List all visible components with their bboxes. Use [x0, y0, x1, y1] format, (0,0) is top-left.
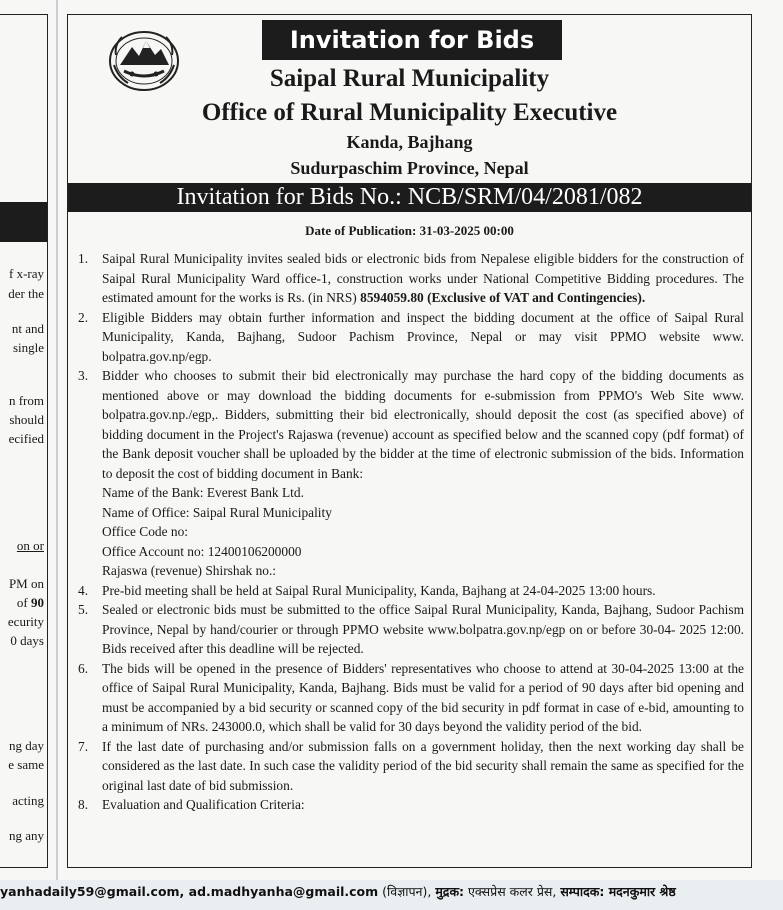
item-text: Evaluation and Qualification Criteria:	[102, 797, 305, 812]
bid-notice	[67, 14, 752, 868]
adjacent-text-fragment: ng day	[8, 738, 44, 753]
item-text: Saipal Rural Municipality invites sealed bids or electronic bids from Nepalese eligible bidders for the construction of Saipal Rural Municipality Ward office-1, construction works under National Competitive Bidding procedures. The estimated amount for the works is Rs. (in NRS)	[102, 251, 744, 305]
item-text: Sealed or electronic bids must be submitted to the office Saipal Rural Municipality, Kanda, Bajhang, Sudoor Pachism Province, Nepal by hand/courier or through PPMO website www.bolpatra.gov.np/egp on or before 30-04- 2025 12:00. Bids received after this deadline will be rejected.	[102, 602, 744, 656]
item-number: 3.	[78, 368, 89, 383]
bank-detail-line: Office Code no:	[102, 524, 189, 539]
notice-item	[78, 659, 744, 737]
notice-item	[78, 366, 744, 483]
adjacent-text-fragment: e same	[8, 757, 44, 772]
adjacent-text-fragment: PM on	[8, 576, 44, 591]
adjacent-text-fragment: should	[9, 412, 44, 427]
adjacent-text-fragment: f x-ray	[8, 266, 44, 281]
notice-badge: Invitation for Bids	[262, 20, 562, 60]
item-text-bold: 8594059.80 (Exclusive of VAT and Contingencies).	[360, 290, 646, 305]
adjacent-text-fragment: nt and	[11, 321, 44, 336]
footer-editor: मदनकुमार श्रेष्ठ	[604, 884, 676, 899]
item-text: Bidder who chooses to submit their bid electronically may purchase the hard copy of the bidding documents as mentioned above or may download the bidding documents for e-submission from PPMO's Web Site www. bolpatra.gov.np./egp,. Bidders, submitting their bid electronically, should deposit the cost (as specified above) of bidding document in the Project's Rajaswa (revenue) account as specified below and the scanned copy (pdf format) of the Bank deposit voucher shall be uploaded by the bidder at the time of electronic submission of the bids. Information to deposit the cost of bidding document in Bank:	[102, 368, 744, 481]
footer-editor-label: सम्पादक:	[560, 884, 605, 899]
item-number: 2.	[78, 309, 89, 325]
bank-detail-line: Name of the Bank: Everest Bank Ltd.	[102, 485, 304, 500]
notice-item	[78, 600, 744, 659]
adjacent-text-fragment: single	[12, 340, 44, 355]
item-text: Pre-bid meeting shall be held at Saipal Rural Municipality, Kanda, Bajhang at 24-04-2025 13:00 hours.	[102, 582, 656, 598]
bank-detail-line: Rajaswa (revenue) Shirshak no.:	[102, 563, 277, 578]
notice-body	[78, 249, 744, 815]
item-text: The bids will be opened in the presence of Bidders' representatives who choose to attend at 30-04-2025 13:00 at the office of Saipal Rural Municipality, Kanda, Bajhang. Bids must be valid for a period of 90 days after bid opening and must be accompanied by a bid security or scanned copy of the bid security in pdf format in case of e-bid, amounting to a minimum of NRs. 243000.0, which shall be valid for 30 days beyond the validity period of the bid.	[102, 660, 744, 734]
footer-emails: yanhadaily59@gmail.com, ad.madhyanha@gmail.com	[0, 884, 379, 899]
footer-printer-label: मुद्रक:	[435, 884, 465, 899]
adjacent-text-fragment: der the	[8, 286, 44, 301]
notice-item	[78, 795, 744, 815]
item-number: 4.	[78, 582, 89, 598]
item-text: If the last date of purchasing and/or submission falls on a government holiday, then the next working day shall be considered as the last date. In such case the validity period of the bid security shall remain the same as specified for the original last date of bid submission.	[102, 738, 744, 793]
adjacent-text-fragment: of 90	[16, 595, 44, 610]
page-footer	[0, 881, 783, 903]
adjacent-text-fragment: ecified	[8, 431, 44, 446]
adjacent-text-fragment: ecurity	[7, 614, 44, 629]
footer-printer: एक्सप्रेस कलर प्रेस,	[464, 884, 561, 899]
adjacent-text-fragment: acting	[12, 793, 44, 808]
item-number: 6.	[78, 660, 89, 676]
publication-date: Date of Publication: 31-03-2025 00:00	[305, 223, 514, 238]
bank-detail-line: Name of Office: Saipal Rural Municipality	[102, 504, 332, 520]
item-number: 7.	[78, 738, 89, 754]
org-name: Saipal Rural Municipality	[269, 65, 550, 92]
adjacent-text-fragment: 0 days	[10, 633, 44, 648]
adjacent-text-fragment: ng any	[8, 828, 44, 843]
notice-item	[78, 737, 744, 796]
adjacent-text-fragment: on or	[16, 538, 44, 553]
item-number: 1.	[78, 251, 89, 266]
notice-item	[78, 308, 744, 367]
footer-ad-label: (विज्ञापन),	[378, 884, 436, 899]
item-number: 8.	[78, 797, 89, 812]
adjacent-column-band	[0, 202, 47, 242]
office-province: Sudurpaschim Province, Nepal	[290, 158, 529, 178]
column-gutter	[56, 0, 58, 880]
office-name: Office of Rural Municipality Executive	[201, 99, 618, 126]
bid-number-band: Invitation for Bids No.: NCB/SRM/04/2081/082	[68, 183, 751, 212]
office-address: Kanda, Bajhang	[346, 132, 473, 152]
notice-item	[78, 249, 744, 308]
adjacent-column-fragment	[0, 14, 48, 868]
item-text: Eligible Bidders may obtain further information and inspect the bidding document at the office of Saipal Rural Municipality, Kanda, Bajhang, Sudoor Pachism Province, Nepal or may visit PPMO website www. bolpatra.gov.np/egp.	[102, 309, 744, 364]
bank-detail-line: Office Account no: 12400106200000	[102, 543, 302, 559]
item-number: 5.	[78, 602, 89, 617]
adjacent-text-fragment: n from	[8, 393, 44, 408]
notice-item	[78, 581, 744, 601]
